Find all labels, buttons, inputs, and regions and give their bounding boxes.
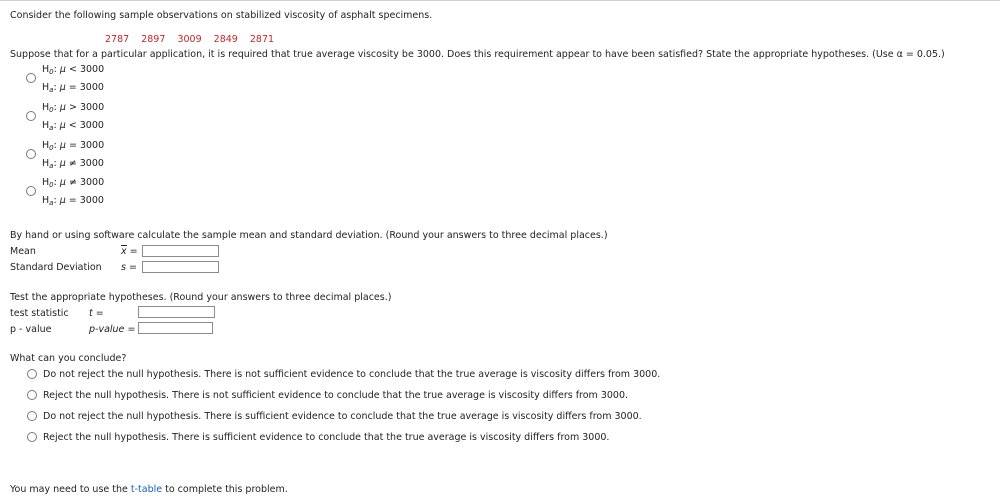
observation-value: 2871 [249, 34, 275, 45]
hypothesis-text: $H_0$: μ ≠ 3000 $H_a$: μ = 3000 [42, 177, 105, 207]
p-value-symbol: p-value = [89, 324, 136, 335]
conclusion-radio[interactable] [27, 432, 37, 442]
hypothesis-radio[interactable] [26, 186, 36, 196]
sd-input[interactable] [142, 261, 219, 273]
calc-prompt: By hand or using software calculate the sample mean and standard deviation. (Round your answers to three decimal places.) [10, 230, 608, 241]
conclusion-radio[interactable] [27, 411, 37, 421]
conclusion-text: Do not reject the null hypothesis. There is sufficient evidence to conclude that the true average is viscosity differs from 3000. [43, 411, 642, 422]
test-statistic-symbol: t = [89, 308, 104, 319]
t-table-link[interactable]: t-table [130, 484, 163, 495]
conclude-prompt: What can you conclude? [10, 353, 127, 364]
observation-value: 2849 [213, 34, 238, 45]
sd-symbol: s = [121, 262, 137, 273]
sd-label: Standard Deviation [10, 262, 102, 273]
mean-label: Mean [10, 246, 36, 257]
observation-value: 2787 [105, 34, 130, 45]
conclusion-radio[interactable] [27, 390, 37, 400]
test-statistic-input[interactable] [138, 306, 215, 318]
hypothesis-text: $H_0$: μ < 3000 $H_a$: μ = 3000 [42, 64, 105, 94]
conclusion-text: Reject the null hypothesis. There is sufficient evidence to conclude that the true average is viscosity differs from 3000. [43, 432, 610, 443]
hypothesis-radio[interactable] [26, 73, 36, 83]
observation-value: 2897 [141, 34, 166, 45]
mean-input[interactable] [142, 245, 219, 257]
hypothesis-text: $H_0$: μ = 3000 $H_a$: μ ≠ 3000 [42, 140, 105, 170]
observations [105, 34, 283, 45]
hypothesis-text: $H_0$: μ > 3000 $H_a$: μ < 3000 [42, 102, 105, 132]
conclusion-text: Reject the null hypothesis. There is not sufficient evidence to conclude that the true average is viscosity differs from 3000. [43, 390, 629, 401]
hypothesis-radio[interactable] [26, 111, 36, 121]
test-statistic-label: test statistic [10, 308, 69, 319]
p-value-label: p - value [10, 324, 52, 335]
intro-text: Consider the following sample observations on stabilized viscosity of asphalt specimens. [10, 10, 433, 21]
top-border [0, 0, 1000, 1]
conclusion-radio[interactable] [27, 369, 37, 379]
test-prompt: Test the appropriate hypotheses. (Round your answers to three decimal places.) [10, 292, 392, 303]
conclusion-text: Do not reject the null hypothesis. There is not sufficient evidence to conclude that the true average is viscosity differs from 3000. [43, 369, 661, 380]
mean-symbol: x = [121, 246, 138, 257]
footer-text: You may need to use the t-table to complete this problem. [10, 484, 288, 495]
observation-value: 3009 [177, 34, 202, 45]
p-value-input[interactable] [138, 322, 213, 334]
hypothesis-radio[interactable] [26, 149, 36, 159]
question-text: Suppose that for a particular application, it is required that true average viscosity be 3000. Does this requirement appear to have been satisfied? State the appropriate hypotheses. (Use α = 0.05.) [10, 49, 945, 60]
